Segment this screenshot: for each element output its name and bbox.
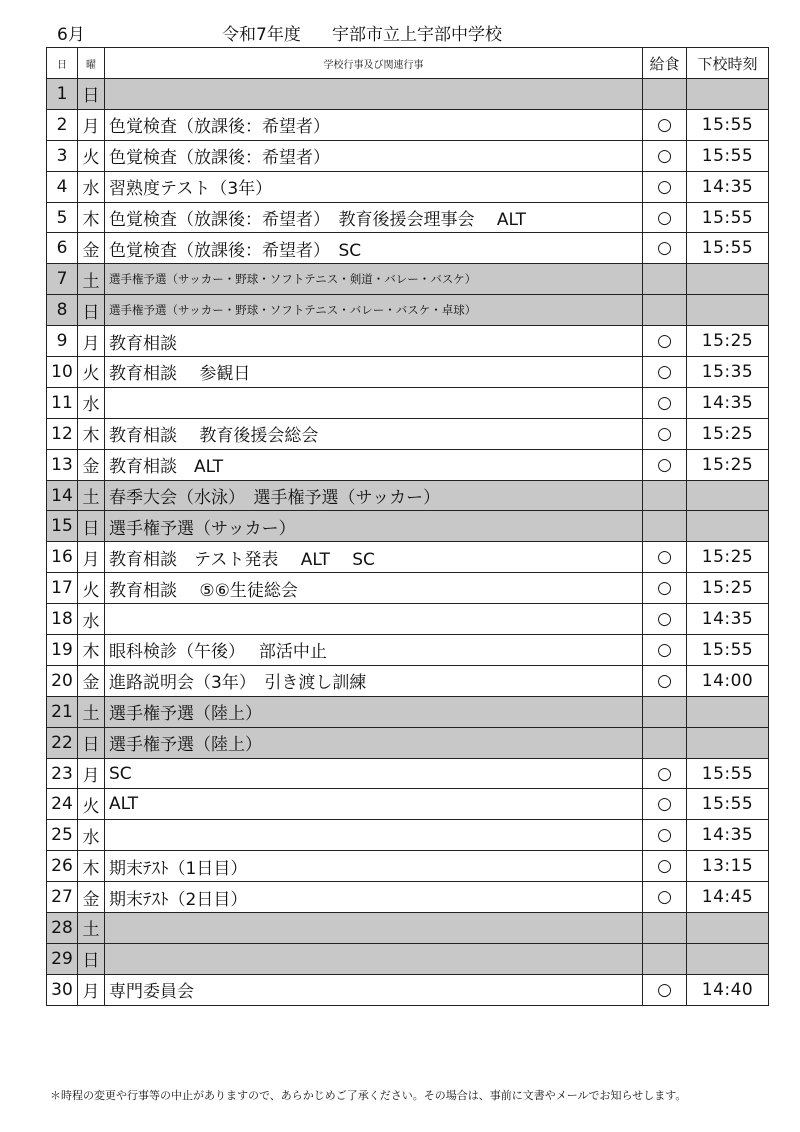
day-cell: 8 [47,295,78,326]
weekday-cell: 火 [78,789,105,820]
weekday-cell: 水 [78,171,105,202]
dismissal-time-cell: 15:55 [687,758,769,789]
events-cell: 選手権予選（サッカー・野球・ソフトテニス・剣道・バレー・バスケ） [105,264,643,295]
dismissal-time-cell [687,480,769,511]
lunch-cell: ○ [643,357,687,388]
events-cell: 選手権予選（陸上） [105,727,643,758]
footnote: ＊時程の変更や行事等の中止がありますので、あらかじめご了承ください。その場合は、事前に文書やメールでお知らせします。 [50,1089,687,1102]
table-row [47,604,769,635]
lunch-cell [643,480,687,511]
weekday-cell: 金 [78,665,105,696]
lunch-cell: ○ [643,140,687,171]
lunch-cell: ○ [643,635,687,666]
table-row [47,202,769,233]
lunch-cell: ○ [643,789,687,820]
events-cell [105,820,643,851]
column-header-dow: 曜 [78,48,105,79]
table-row [47,974,769,1005]
weekday-cell: 月 [78,326,105,357]
weekday-cell: 月 [78,109,105,140]
dismissal-time-cell: 15:25 [687,573,769,604]
table-row [47,449,769,480]
day-cell: 14 [47,480,78,511]
events-cell: 色覚検査（放課後：希望者） 教育後援会理事会 ALT [105,202,643,233]
day-cell: 18 [47,604,78,635]
lunch-cell: ○ [643,573,687,604]
events-cell: 色覚検査（放課後：希望者） SC [105,233,643,264]
dismissal-time-cell: 15:25 [687,326,769,357]
day-cell: 23 [47,758,78,789]
table-row [47,357,769,388]
table-row [47,882,769,913]
lunch-cell [643,264,687,295]
day-cell: 5 [47,202,78,233]
table-row [47,233,769,264]
weekday-cell: 木 [78,202,105,233]
events-cell: 色覚検査（放課後：希望者） [105,140,643,171]
lunch-cell [643,696,687,727]
events-cell [105,943,643,974]
weekday-cell: 金 [78,882,105,913]
weekday-cell: 火 [78,573,105,604]
lunch-cell [643,511,687,542]
lunch-cell [643,913,687,944]
dismissal-time-cell [687,943,769,974]
table-row [47,573,769,604]
table-row [47,758,769,789]
weekday-cell: 木 [78,418,105,449]
dismissal-time-cell [687,511,769,542]
table-row [47,387,769,418]
dismissal-time-cell [687,913,769,944]
events-cell: 期末ﾃｽﾄ（2日目） [105,882,643,913]
day-cell: 27 [47,882,78,913]
day-cell: 2 [47,109,78,140]
table-row [47,820,769,851]
events-cell: 教育相談 ALT [105,449,643,480]
events-cell: ALT [105,789,643,820]
day-cell: 13 [47,449,78,480]
lunch-cell: ○ [643,109,687,140]
day-cell: 12 [47,418,78,449]
day-cell: 26 [47,851,78,882]
lunch-cell: ○ [643,418,687,449]
day-cell: 9 [47,326,78,357]
events-cell: 教育相談 参観日 [105,357,643,388]
lunch-cell [643,295,687,326]
dismissal-time-cell: 13:15 [687,851,769,882]
monthly-schedule-table [46,47,769,1006]
table-row [47,326,769,357]
table-row [47,635,769,666]
lunch-cell: ○ [643,974,687,1005]
events-cell: 教育相談 ⑤⑥生徒総会 [105,573,643,604]
weekday-cell: 土 [78,696,105,727]
events-cell [105,913,643,944]
table-row [47,542,769,573]
dismissal-time-cell: 14:35 [687,820,769,851]
events-cell: 色覚検査（放課後：希望者） [105,109,643,140]
events-cell [105,387,643,418]
dismissal-time-cell: 15:55 [687,635,769,666]
dismissal-time-cell: 15:55 [687,202,769,233]
fiscal-year-title: 令和7年度 [222,25,301,45]
dismissal-time-cell: 15:25 [687,542,769,573]
lunch-cell [643,727,687,758]
table-row [47,789,769,820]
weekday-cell: 金 [78,449,105,480]
column-header-lunch: 給食 [643,48,687,79]
dismissal-time-cell [687,79,769,110]
events-cell [105,604,643,635]
events-cell: 教育相談 テスト発表 ALT SC [105,542,643,573]
lunch-cell: ○ [643,542,687,573]
dismissal-time-cell: 14:35 [687,171,769,202]
weekday-cell: 水 [78,604,105,635]
lunch-cell: ○ [643,851,687,882]
day-cell: 16 [47,542,78,573]
table-row [47,79,769,110]
table-row [47,913,769,944]
weekday-cell: 日 [78,295,105,326]
day-cell: 1 [47,79,78,110]
events-cell: 進路説明会（3年） 引き渡し訓練 [105,665,643,696]
weekday-cell: 土 [78,913,105,944]
dismissal-time-cell: 14:35 [687,604,769,635]
table-row [47,418,769,449]
page-header [0,0,800,48]
day-cell: 21 [47,696,78,727]
weekday-cell: 木 [78,635,105,666]
day-cell: 6 [47,233,78,264]
weekday-cell: 水 [78,387,105,418]
table-row [47,696,769,727]
dismissal-time-cell [687,727,769,758]
table-row [47,851,769,882]
weekday-cell: 日 [78,727,105,758]
lunch-cell: ○ [643,665,687,696]
day-cell: 10 [47,357,78,388]
weekday-cell: 金 [78,233,105,264]
day-cell: 19 [47,635,78,666]
events-cell: 期末ﾃｽﾄ（1日目） [105,851,643,882]
weekday-cell: 土 [78,480,105,511]
table-row [47,295,769,326]
day-cell: 22 [47,727,78,758]
column-header-day: 日 [47,48,78,79]
lunch-cell: ○ [643,449,687,480]
day-cell: 30 [47,974,78,1005]
day-cell: 15 [47,511,78,542]
day-cell: 24 [47,789,78,820]
lunch-cell: ○ [643,202,687,233]
table-row [47,511,769,542]
weekday-cell: 木 [78,851,105,882]
events-cell: 選手権予選（サッカー） [105,511,643,542]
table-row [47,140,769,171]
dismissal-time-cell: 14:00 [687,665,769,696]
lunch-cell: ○ [643,882,687,913]
school-name-title: 宇部市立上宇部中学校 [332,25,502,45]
day-cell: 20 [47,665,78,696]
dismissal-time-cell [687,264,769,295]
events-cell: SC [105,758,643,789]
dismissal-time-cell: 14:35 [687,387,769,418]
dismissal-time-cell: 15:25 [687,418,769,449]
lunch-cell: ○ [643,233,687,264]
table-row [47,665,769,696]
dismissal-time-cell: 15:55 [687,789,769,820]
table-row [47,171,769,202]
dismissal-time-cell: 15:25 [687,449,769,480]
events-cell: 眼科検診（午後） 部活中止 [105,635,643,666]
dismissal-time-cell: 14:40 [687,974,769,1005]
lunch-cell: ○ [643,820,687,851]
events-cell [105,79,643,110]
events-cell: 習熟度テスト（3年） [105,171,643,202]
dismissal-time-cell: 15:35 [687,357,769,388]
day-cell: 28 [47,913,78,944]
dismissal-time-cell [687,696,769,727]
table-header-row [47,48,769,79]
day-cell: 29 [47,943,78,974]
dismissal-time-cell [687,295,769,326]
lunch-cell: ○ [643,326,687,357]
day-cell: 3 [47,140,78,171]
schedule-body [47,79,769,1006]
day-cell: 17 [47,573,78,604]
weekday-cell: 火 [78,140,105,171]
table-row [47,727,769,758]
day-cell: 25 [47,820,78,851]
weekday-cell: 日 [78,79,105,110]
weekday-cell: 月 [78,974,105,1005]
events-cell: 選手権予選（サッカー・野球・ソフトテニス・バレー・バスケ・卓球） [105,295,643,326]
weekday-cell: 月 [78,758,105,789]
table-row [47,480,769,511]
dismissal-time-cell: 15:55 [687,109,769,140]
dismissal-time-cell: 15:55 [687,140,769,171]
month-title: 6月 [57,25,85,45]
weekday-cell: 日 [78,943,105,974]
lunch-cell: ○ [643,604,687,635]
events-cell: 教育相談 [105,326,643,357]
dismissal-time-cell: 15:55 [687,233,769,264]
day-cell: 4 [47,171,78,202]
table-row [47,264,769,295]
events-cell: 選手権予選（陸上） [105,696,643,727]
table-row [47,943,769,974]
events-cell: 専門委員会 [105,974,643,1005]
day-cell: 7 [47,264,78,295]
weekday-cell: 土 [78,264,105,295]
dismissal-time-cell: 14:45 [687,882,769,913]
day-cell: 11 [47,387,78,418]
lunch-cell [643,79,687,110]
weekday-cell: 水 [78,820,105,851]
events-cell: 春季大会（水泳） 選手権予選（サッカー） [105,480,643,511]
lunch-cell: ○ [643,171,687,202]
events-cell: 教育相談 教育後援会総会 [105,418,643,449]
column-header-events: 学校行事及び関連行事 [105,48,643,79]
weekday-cell: 月 [78,542,105,573]
lunch-cell: ○ [643,758,687,789]
weekday-cell: 日 [78,511,105,542]
table-row [47,109,769,140]
column-header-dismissal: 下校時刻 [687,48,769,79]
lunch-cell: ○ [643,387,687,418]
weekday-cell: 火 [78,357,105,388]
lunch-cell [643,943,687,974]
